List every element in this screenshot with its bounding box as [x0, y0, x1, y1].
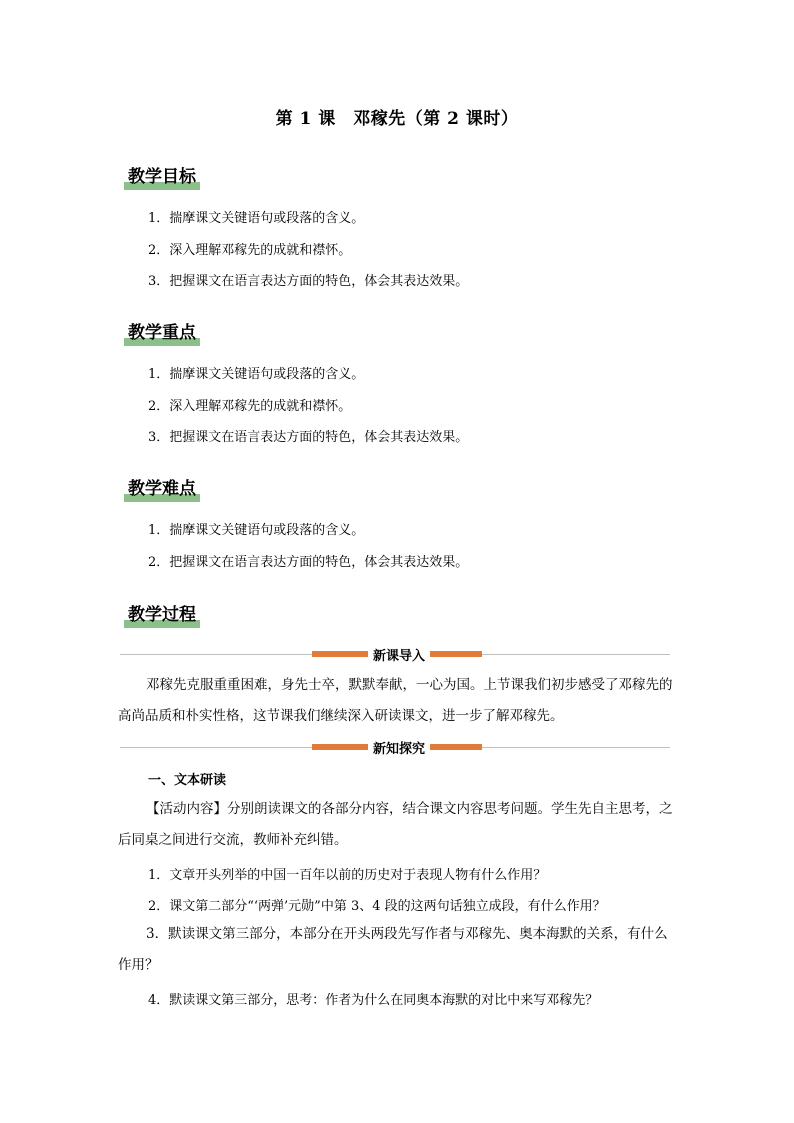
divider-label: 新知探究: [368, 738, 430, 757]
section-heading-goals: 教学目标: [128, 162, 196, 187]
subheading-text-study: 一、文本研读: [148, 773, 227, 788]
section-heading-process: 教学过程: [128, 600, 196, 625]
goal-item: 1．揣摩课文关键语句或段落的含义。: [148, 211, 365, 226]
question-item: 2．课文第二部分“‘两弹’元勋”中第 3、4 段的这两句话独立成段，有什么作用？: [148, 899, 606, 914]
section-heading-key-points: 教学重点: [128, 318, 196, 343]
divider-label: 新课导入: [368, 645, 430, 664]
activity-paragraph: 【活动内容】分别朗读课文的各部分内容，结合课文内容思考问题。学生先自主思考，之后同桌之间进行交流，教师补充纠错。: [118, 801, 673, 848]
divider-accent-right: [430, 651, 482, 657]
divider-accent-left: [312, 651, 368, 657]
question-item: 1．文章开头列举的中国一百年以前的历史对于表现人物有什么作用？: [148, 868, 547, 883]
divider-intro: [120, 644, 670, 664]
goal-item: 3．把握课文在语言表达方面的特色，体会其表达效果。: [148, 274, 469, 289]
goal-item: 2．深入理解邓稼先的成就和襟怀。: [148, 243, 352, 258]
section-heading-difficulties: 教学难点: [128, 474, 196, 499]
key-point-item: 3．把握课文在语言表达方面的特色，体会其表达效果。: [148, 430, 469, 445]
key-point-item: 1．揣摩课文关键语句或段落的含义。: [148, 367, 365, 382]
question-item: 3．默读课文第三部分，本部分在开头两段先写作者与邓稼先、奥本海默的关系，有什么作用？: [118, 926, 668, 973]
key-point-item: 2．深入理解邓稼先的成就和襟怀。: [148, 399, 352, 414]
divider-accent-left: [312, 744, 368, 750]
divider-accent-right: [430, 744, 482, 750]
intro-paragraph: 邓稼先克服重重困难，身先士卒，默默奉献，一心为国。上节课我们初步感受了邓稼先的高尚品质和朴实性格，这节课我们继续深入研读课文，进一步了解邓稼先。: [118, 677, 673, 724]
difficulty-item: 2．把握课文在语言表达方面的特色，体会其表达效果。: [148, 555, 469, 570]
difficulty-item: 1．揣摩课文关键语句或段落的含义。: [148, 523, 365, 538]
question-item: 4．默读课文第三部分，思考：作者为什么在同奥本海默的对比中来写邓稼先？: [148, 993, 599, 1008]
divider-explore: [120, 737, 670, 757]
lesson-title: 第 1 课 邓稼先（第 2 课时）: [275, 109, 519, 129]
